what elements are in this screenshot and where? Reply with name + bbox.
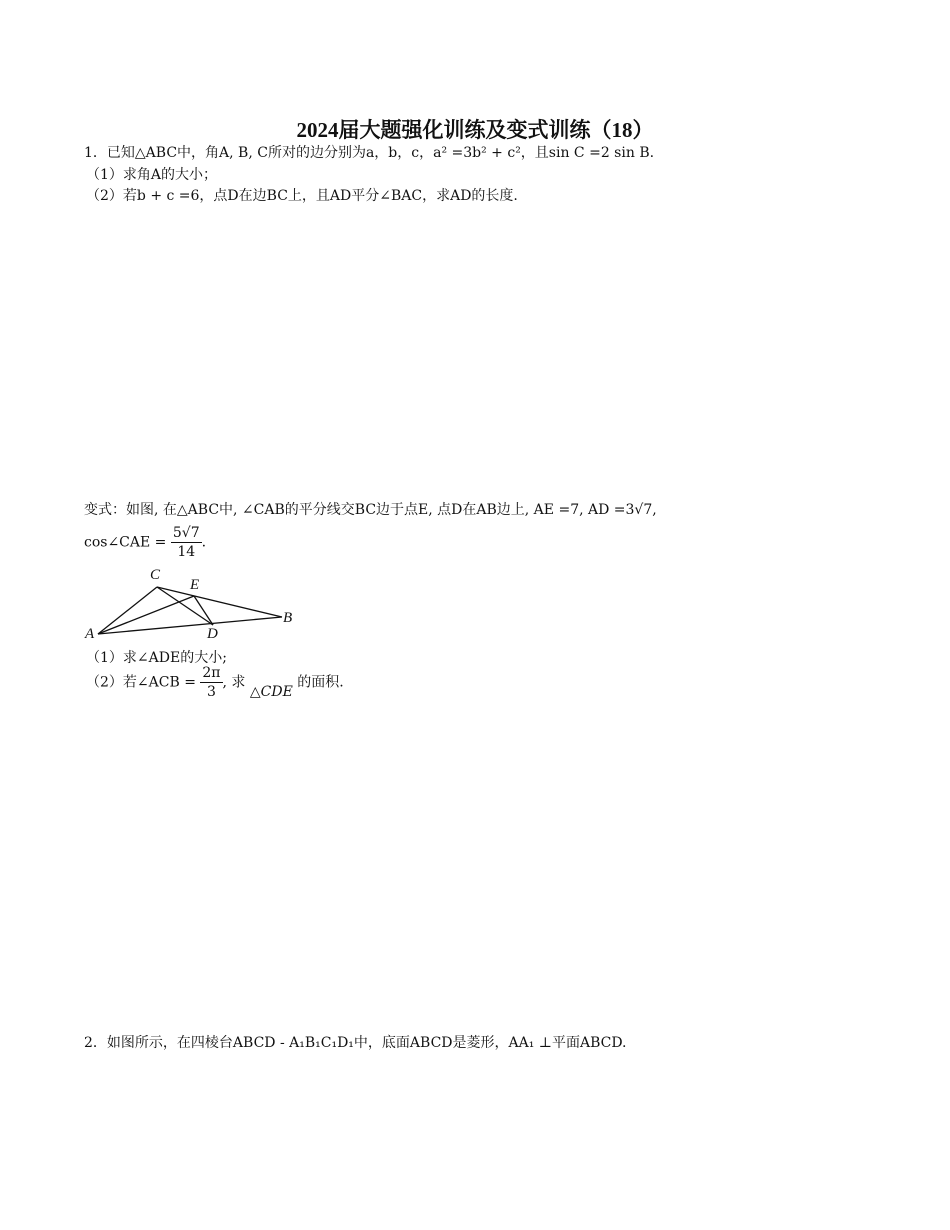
variant-stem: 变式：如图, 在△ABC中, ∠CAB的平分线交BC边于点E, 点D在AB边上, AE =7, AD =3√7, bbox=[84, 502, 657, 518]
label-a: A bbox=[85, 626, 95, 642]
cos-prefix: cos∠CAE = bbox=[84, 534, 167, 551]
label-b: B bbox=[283, 610, 293, 626]
segment-cb bbox=[157, 587, 282, 617]
angle-numerator: 2π bbox=[202, 665, 221, 681]
page-title: 2024届大题强化训练及变式训练（18） bbox=[296, 118, 654, 142]
variant-part1: （1）求∠ADE的大小; bbox=[86, 650, 227, 666]
label-c: C bbox=[150, 567, 161, 583]
part2-prefix: （2）若∠ACB = bbox=[86, 674, 196, 691]
angle-denominator: 3 bbox=[206, 684, 216, 700]
angle-fraction bbox=[200, 664, 222, 701]
cos-numerator: 5√7 bbox=[172, 525, 200, 541]
q1-stem: 1．已知△ABC中，角A, B, C所对的边分别为a，b，c，a² =3b² + c²，且sin C =2 sin B. bbox=[84, 145, 655, 161]
cos-denominator: 14 bbox=[177, 544, 196, 560]
q2-stem: 2．如图所示，在四棱台ABCD - A₁B₁C₁D₁中，底面ABCD是菱形，AA₁ ⊥平面ABCD. bbox=[84, 1035, 627, 1051]
segment-ab bbox=[98, 617, 282, 634]
label-d: D bbox=[207, 626, 218, 642]
q1-part2: （2）若b + c =6，点D在边BC上，且AD平分∠BAC，求AD的长度. bbox=[86, 188, 518, 204]
part2-suffix: 的面积. bbox=[297, 674, 344, 691]
part2-mid: , 求 bbox=[222, 674, 246, 691]
variant-part2 bbox=[86, 664, 344, 701]
segment-ac bbox=[98, 587, 157, 634]
segment-cd bbox=[157, 587, 213, 625]
cos-suffix: . bbox=[201, 534, 207, 551]
label-e: E bbox=[190, 577, 200, 593]
triangle-cde: △CDE bbox=[249, 683, 293, 700]
q1-part1: （1）求角A的大小； bbox=[86, 167, 218, 183]
